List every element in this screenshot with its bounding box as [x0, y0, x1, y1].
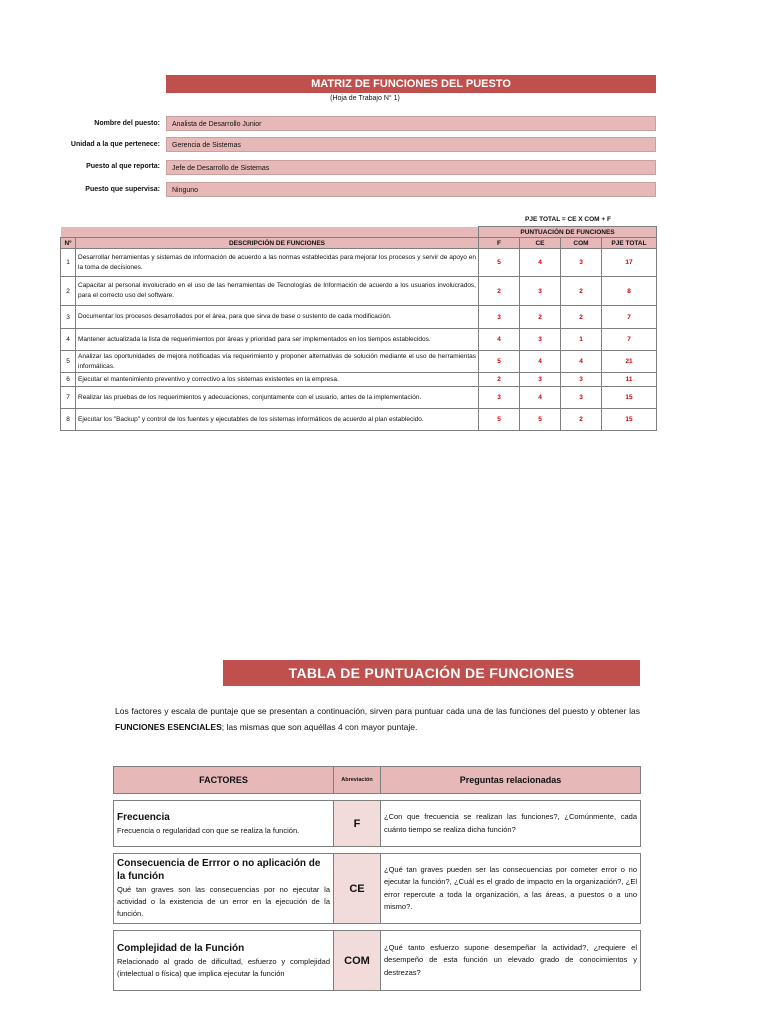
row-desc: Documentar los procesos desarrollados por el área, para que sirva de base o sustento de cada modificación. [76, 306, 479, 329]
row-num: 6 [61, 373, 76, 387]
factor-abbr: CE [334, 854, 381, 924]
row-com: 2 [561, 277, 602, 306]
row-num: 2 [61, 277, 76, 306]
row-num: 3 [61, 306, 76, 329]
row-com: 2 [561, 306, 602, 329]
row-ce: 3 [520, 373, 561, 387]
row-com: 4 [561, 351, 602, 373]
row-num: 1 [61, 249, 76, 277]
row-desc: Capacitar al personal involucrado en el uso de las herramientas de Tecnologías de Información de acuerdo a los usuarios involucrados, para el correcto uso del software. [76, 277, 479, 306]
field-label-reporta: Puesto al que reporta: [86, 163, 160, 170]
table-row [61, 373, 657, 387]
row-desc: Mantener actualizada la lista de requerimientos por áreas y prioridad para ser implementados en los tiempos establecidos. [76, 329, 479, 351]
col-num: Nº [61, 238, 76, 249]
row-total: 15 [602, 387, 657, 409]
factor-question: ¿Con que frecuencia se realizan las funciones?, ¿Comúnmente, cada cuánto tiempo se realiza dicha función? [381, 801, 641, 847]
worksheet-subtitle: (Hoja de Trabajo N° 1) [330, 95, 400, 102]
row-com: 3 [561, 373, 602, 387]
row-total: 15 [602, 409, 657, 431]
col-total: PJE TOTAL [602, 238, 657, 249]
functions-table [60, 226, 657, 431]
row-f: 4 [479, 329, 520, 351]
factor-abbr: COM [334, 931, 381, 991]
row-ce: 3 [520, 329, 561, 351]
table-row [61, 277, 657, 306]
row-com: 3 [561, 387, 602, 409]
factor-abbr: F [334, 801, 381, 847]
row-total: 11 [602, 373, 657, 387]
table-row [61, 249, 657, 277]
field-value-reporta: Jefe de Desarrollo de Sistemas [166, 160, 656, 175]
row-desc: Ejecutar los "Backup" y control de los fuentes y ejecutables de los sistemas informáticos de acuerdo al plan establecido. [76, 409, 479, 431]
factor-row [114, 931, 641, 991]
row-f: 5 [479, 351, 520, 373]
row-com: 2 [561, 409, 602, 431]
col-com: COM [561, 238, 602, 249]
intro-bold: FUNCIONES ESENCIALES [115, 722, 222, 732]
col-desc: DESCRIPCIÓN DE FUNCIONES [76, 238, 479, 249]
table-row [61, 329, 657, 351]
row-num: 5 [61, 351, 76, 373]
row-ce: 2 [520, 306, 561, 329]
field-label-nombre: Nombre del puesto: [94, 120, 160, 127]
row-total: 21 [602, 351, 657, 373]
field-value-nombre: Analista de Desarrollo Junior [166, 116, 656, 131]
questions-header: Preguntas relacionadas [381, 767, 641, 794]
table-row [61, 306, 657, 329]
row-desc: Realizar las pruebas de los requerimientos y adecuaciones, conjuntamente con el usuario, antes de la implementación. [76, 387, 479, 409]
factor-desc: Relacionado al grado de dificultad, esfuerzo y complejidad (intelectual o física) que implica ejecutar la función [117, 956, 330, 978]
score-formula: PJE TOTAL = CE X COM + F [525, 216, 611, 223]
row-desc: Ejecutar el mantenimiento preventivo y correctivo a los sistemas existentes en la empresa. [76, 373, 479, 387]
factor-name: Frecuencia [117, 811, 170, 823]
row-f: 5 [479, 249, 520, 277]
factor-name: Complejidad de la Función [117, 942, 245, 954]
row-ce: 4 [520, 351, 561, 373]
abbr-header: Abreviación [334, 767, 381, 794]
row-desc: Analizar las oportunidades de mejora notificadas vía requerimiento y proponer alternativas de solución mediante el uso de herramientas informáticas. [76, 351, 479, 373]
factor-question: ¿Qué tan graves pueden ser las consecuencias por cometer error o no ejecutar la función?, ¿Cuál es el grado de impacto en la organización?, ¿El error repercute a toda la organización, a las áreas, a puestos o a uno mismo?. [381, 854, 641, 924]
field-value-unidad: Gerencia de Sistemas [166, 137, 656, 152]
factor-desc: Qué tan graves son las consecuencias por no ejecutar la actividad o la existencia de un error en la ejecución de la función. [117, 885, 330, 918]
field-value-supervisa: Ninguno [166, 182, 656, 197]
factor-cell [114, 931, 334, 991]
factors-table [113, 766, 641, 991]
row-f: 5 [479, 409, 520, 431]
row-f: 2 [479, 277, 520, 306]
factors-header: FACTORES [114, 767, 334, 794]
field-label-unidad: Unidad a la que pertenece: [70, 141, 160, 148]
factor-question: ¿Qué tanto esfuerzo supone desempeñar la actividad?, ¿requiere el desempeño de esta función un elevado grado de conocimientos y destrezas? [381, 931, 641, 991]
row-total: 7 [602, 306, 657, 329]
row-num: 8 [61, 409, 76, 431]
intro-paragraph [115, 703, 640, 735]
row-ce: 5 [520, 409, 561, 431]
table-row [61, 409, 657, 431]
factor-cell [114, 801, 334, 847]
row-f: 3 [479, 387, 520, 409]
row-ce: 4 [520, 249, 561, 277]
row-com: 1 [561, 329, 602, 351]
row-ce: 4 [520, 387, 561, 409]
factor-row [114, 801, 641, 847]
factor-row [114, 854, 641, 924]
row-f: 3 [479, 306, 520, 329]
factor-name: Consecuencia de Errror o no aplicación de la función [117, 858, 321, 882]
intro-text-2: ; las mismas que son aquéllas 4 con mayor puntaje. [221, 722, 418, 732]
table-row [61, 387, 657, 409]
row-num: 4 [61, 329, 76, 351]
row-f: 2 [479, 373, 520, 387]
row-total: 7 [602, 329, 657, 351]
score-group-header: PUNTUACIÓN DE FUNCIONES [479, 227, 657, 238]
col-ce: CE [520, 238, 561, 249]
scoring-table-title: TABLA DE PUNTUACIÓN DE FUNCIONES [223, 660, 640, 686]
row-desc: Desarrollar herramientas y sistemas de información de acuerdo a las normas establecidas para mejorar los procesos y servir de apoyo en la toma de decisiones. [76, 249, 479, 277]
row-num: 7 [61, 387, 76, 409]
factor-cell [114, 854, 334, 924]
field-label-supervisa: Puesto que supervisa: [85, 186, 160, 193]
row-com: 3 [561, 249, 602, 277]
row-total: 8 [602, 277, 657, 306]
factor-desc: Frecuencia o regularidad con que se realiza la función. [117, 825, 300, 835]
table-row [61, 351, 657, 373]
matrix-title: MATRIZ DE FUNCIONES DEL PUESTO [166, 75, 656, 93]
intro-text-1: Los factores y escala de puntaje que se presentan a continuación, sirven para puntuar cada una de las funciones del puesto y obtener las [115, 706, 640, 716]
row-total: 17 [602, 249, 657, 277]
row-ce: 3 [520, 277, 561, 306]
col-f: F [479, 238, 520, 249]
